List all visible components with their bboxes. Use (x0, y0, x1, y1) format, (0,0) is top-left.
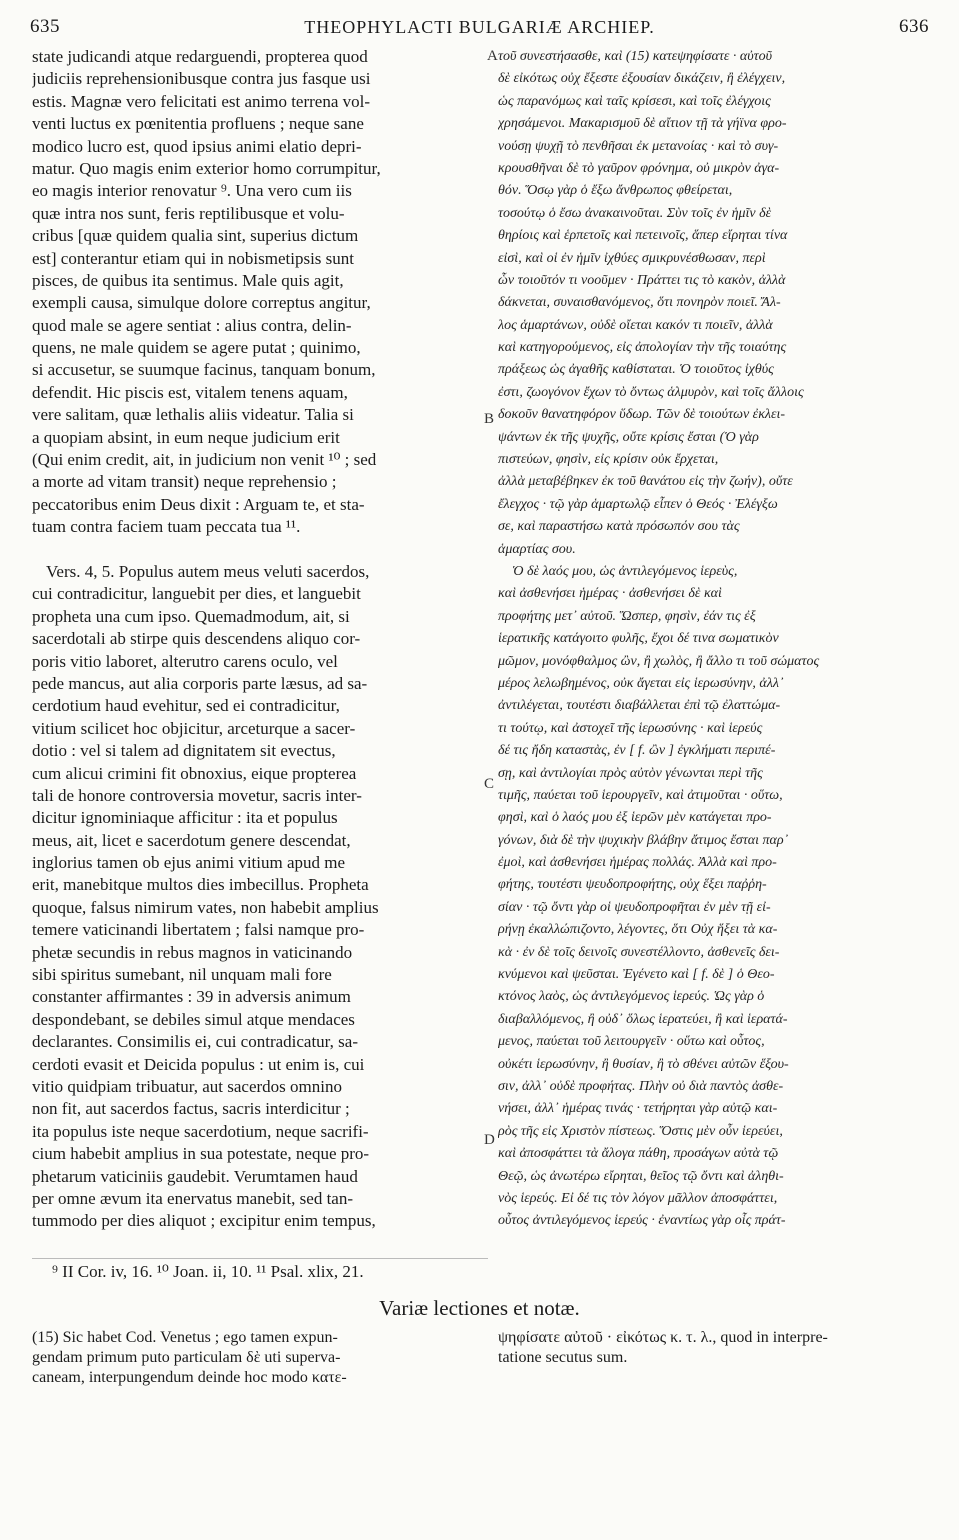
latin-text-line: dicitur ignominiaque afficitur : ita et populus (32, 808, 338, 828)
greek-text-line: Θεῷ, ὡς ἀνωτέρω εἴρηται, θεῖος τῷ ὄντι καὶ ἀληθι- (498, 1168, 784, 1184)
greek-text-line: σιν, ἀλλ᾽ οὐδὲ προφήτας. Πλὴν οὐ διὰ παντὸς ἀσθε- (498, 1078, 784, 1094)
greek-text-line: κὰ · ἐν δὲ τοῖς δεινοῖς συνεστέλλοντο, ἀσθενεῖς δει- (498, 944, 780, 960)
latin-text-line: venti luctus ex pœnitentia profluens ; neque sane (32, 114, 364, 134)
page-header (30, 14, 929, 40)
footnote-rule (32, 1258, 488, 1259)
greek-text-line: κρουσθῆναι δὲ τὸ γαῦρον φρόνημα, οὐ μικρὸν ἀγα- (498, 160, 780, 176)
latin-text-line: tuam contra faciem tuam peccata tua ¹¹. (32, 517, 301, 537)
latin-text-line: peccatoribus enim Deus dixit : Arguam te, et sta- (32, 494, 365, 514)
latin-text-line: meus, ait, licet e sacerdotum genere descendat, (32, 830, 351, 850)
greek-text-line: γόνων, διὰ δὲ τὴν ψυχικὴν βλάβην ἄτιμος ἔσται παρ᾽ (498, 832, 789, 848)
latin-text-line: matur. Quo magis enim exterior homo corrumpitur, (32, 158, 381, 178)
greek-text-line: ἐστι, ζωογόνον ἔχων τὸ ὄντως ἁλμυρὸν, καὶ τοῖς ἄλλοις (498, 384, 804, 400)
latin-text-line: vitio quidpiam tribuatur, aut sacerdos omnino (32, 1076, 342, 1096)
latin-text-line: state judicandi atque redarguendi, propterea quod (32, 47, 368, 66)
greek-text-line: τοῦ συνεστήσασθε, καὶ (15) κατεψηφίσατε · αὐτοῦ (498, 49, 773, 64)
latin-text-line: exempli causa, simulque dolore correptus angitur, (32, 293, 371, 313)
latin-text-line: erit, manebitque multos dies imbecillus. Propheta (32, 875, 369, 895)
greek-text-line: ρήνῃ ἐκαλλώπιζοντο, λέγοντες, ὅτι Οὐχ ἥξει τὰ κα- (498, 922, 778, 938)
greek-text-line: νήσει, ἀλλ᾽ ἡμέρας τινάς · τετήρηται γὰρ αὐτῷ και- (498, 1101, 778, 1117)
section-marker-b: B (484, 411, 495, 427)
greek-text-line: καὶ ἀσθενήσει ἡμέρας · ἀσθενήσει δὲ καὶ (498, 586, 722, 602)
greek-text-line: φησὶ, καὶ ὁ λαός μου ἐξ ἱερῶν μὲν κατάγεται προ- (498, 810, 772, 826)
latin-text-line: tummodo per dies aliquot ; excipitur enim tempus, (32, 1211, 376, 1231)
greek-text-line: δὲ εἰκότως οὐχ ἔξεστε ἐξουσίαν δικάζειν, ἢ ἐλέγχειν, (498, 71, 786, 87)
note-line: caneam, interpungendum deinde hoc modo κατε- (32, 1369, 347, 1386)
section-marker-a: A (487, 48, 498, 64)
greek-text-line: καὶ κατηγορούμενος, εἰς ἀπολογίαν τὴν τῆς τοιαύτης (498, 340, 787, 356)
latin-text-line: phetarum vaticiniis gaudebit. Verumtamen haud (32, 1166, 358, 1186)
greek-text-line: τιμῆς, παύεται τοῦ ἱερουργεῖν, καὶ ἀτιμοῦται · οὕτω, (498, 787, 783, 803)
latin-text-line: cribus [quæ quidem qualia sint, superius dictum (32, 226, 359, 246)
latin-text-line: quoque, falsus nimirum vates, non habebit amplius (32, 897, 379, 917)
greek-text-line: διαβαλλόμενος, ἢ οὐδ᾽ ὅλως ἱερατεύει, ἢ καὶ ἱερατά- (498, 1011, 788, 1027)
latin-text-line: phetæ secundis in rebus magnos in vaticinando (32, 942, 353, 962)
greek-text-line: πιστεύων, φησὶν, εἰς κρίσιν οὐκ ἔρχεται, (498, 452, 719, 468)
latin-text-line: eo magis interior renovatur ⁹. Una vero cum iis (32, 181, 352, 201)
section-marker-c: C (484, 776, 495, 792)
latin-text-line: judiciis reprehensionibusque contra jus fasque usi (32, 69, 371, 89)
latin-text-line: modico lucro est, quod ipsius animi elatio depri- (32, 136, 362, 156)
greek-text-line: δάκνεται, συναισθανόμενος, ὅτι πονηρὸν ποιεῖ. Ἄλ- (498, 295, 781, 311)
section-marker-d: D (484, 1132, 495, 1148)
greek-text-line: ἔλεγχος · τῷ γὰρ ἁμαρτωλῷ εἶπεν ὁ Θεός · Ἐλέγξω (498, 496, 778, 512)
latin-text-line: cium habebit amplius in sua potestate, neque pro- (32, 1144, 370, 1164)
latin-text-line: quæ intra nos sunt, feris reptilibusque et volu- (32, 203, 345, 223)
latin-text-line: declarantes. Consimilis ei, cui contradicatur, sa- (32, 1032, 358, 1052)
note-line: gendam primum puto particulam δὲ uti superva- (32, 1349, 341, 1366)
latin-text-line (32, 539, 488, 561)
latin-text-line: cerdoti evasit et Deicida populus : ut enim is, cui (32, 1054, 365, 1074)
latin-text-line: Vers. 4, 5. Populus autem meus veluti sacerdos, (46, 561, 370, 581)
latin-text-line: a quopiam absint, in eum neque judicium erit (32, 427, 340, 447)
greek-text-line: εἰσὶ, καὶ οἱ ἐν ἡμῖν ἰχθύες σμικρυνέσθωσαν, περὶ (498, 250, 766, 266)
variae-lectiones-heading: Variæ lectiones et notæ. (379, 1296, 580, 1320)
scripture-footnotes: ⁹ II Cor. iv, 16. ¹⁰ Joan. ii, 10. ¹¹ Psal. xlix, 21. (52, 1262, 364, 1281)
greek-text-line: ρὸς τῆς εἰς Χριστὸν πίστεως. Ὅστις μὲν οὖν ἱερεύει, (498, 1123, 783, 1139)
latin-text-line: pede mancus, aut alia corporis parte læsus, ad sa- (32, 673, 368, 693)
latin-text-line: a morte ad vitam transit) neque reprehensio ; (32, 472, 337, 492)
note-line: (15) Sic habet Cod. Venetus ; ego tamen expun- (32, 1329, 338, 1346)
latin-text-line: propheta una cum ipso. Quemadmodum, ait, si (32, 606, 350, 626)
greek-text-line: ψάντων ἐκ τῆς ψυχῆς, οὔτε κρίσις ἔσται (Ὁ γὰρ (498, 429, 759, 445)
latin-text-line: pisces, de quibus ita sentimus. Male quis agit, (32, 270, 344, 290)
latin-text-line: quod male se agere sentiat : alius contra, delin- (32, 315, 352, 335)
two-column-body (32, 46, 930, 1256)
note-line: tatione secutus sum. (498, 1349, 628, 1366)
greek-text-line: μέρος λελωβημένος, οὐκ ἄγεται εἰς ἱερωσύνην, ἀλλ᾽ (498, 675, 784, 691)
latin-text-line: cum alicui crimini fit obnoxius, eique propterea (32, 763, 357, 783)
greek-text-line: σῃ, καὶ ἀντιλογίαι πρὸς αὐτὸν γένωνται περὶ τῆς (498, 765, 763, 781)
greek-text-line: ὡς παρανόμως καὶ ταῖς κρίσεσι, καὶ τοῖς ἐλέγχοις (498, 93, 771, 109)
greek-text-line: νὸς ἱερεύς. Εἰ δέ τις τὸν λόγον μᾶλλον ἀποσφάττει, (498, 1190, 778, 1206)
latin-text-line: tali de honore controversia movetur, sacris inter- (32, 785, 362, 805)
latin-text-line: (Qui enim credit, ait, in judicium non venit ¹⁰ ; sed (32, 450, 377, 470)
latin-column (32, 46, 488, 1233)
greek-text-line: οὐκέτι ἱερωσύνην, ἢ θυσίαν, ἢ τὸ σθένει αὐτῶν ἕξου- (498, 1056, 789, 1072)
variant-note-left (32, 1328, 472, 1388)
greek-text-line: κνύμενοι καὶ ψεῦσται. Ἐγένετο καὶ [ f. δὲ ] ὁ Θεο- (498, 967, 775, 983)
latin-text-line: non fit, aut sacerdos factus, sacris interdicitur ; (32, 1099, 350, 1119)
latin-text-line: sacerdotali ab stirpe quis descendens aliquo cor- (32, 629, 361, 649)
latin-text-line: quens, ne male quidem se agere putat ; quinimo, (32, 338, 361, 358)
greek-column (498, 46, 930, 1233)
greek-text-line: ἁμαρτίας σου. (498, 541, 576, 557)
greek-text-line: τι τούτῳ, καὶ ἀστοχεῖ τῆς ἱερωσύνης · καὶ ἱερεύς (498, 720, 763, 736)
latin-text-line: poris vitio laboret, alterutro carens oculo, vel (32, 651, 338, 671)
running-title: THEOPHYLACTI BULGARIÆ ARCHIEP. (304, 16, 655, 37)
greek-text-line: θόν. Ὅσῳ γὰρ ὁ ἔξω ἄνθρωπος φθείρεται, (498, 183, 733, 199)
greek-text-line: οὗτος ἀντιλεγόμενος ἱερεύς · ἐναντίως γὰρ οἷς πράτ- (498, 1213, 786, 1229)
greek-text-line: δοκοῦν θανατηφόρον ὕδωρ. Τῶν δὲ τοιούτων ἐκλει- (498, 407, 786, 423)
greek-text-line: μενος, παύεται τοῦ λειτουργεῖν · οὕτω καὶ οὗτος, (498, 1034, 765, 1050)
latin-text-line: est] conterantur etiam qui in nobismetipsis sunt (32, 248, 355, 268)
latin-text-line: vitium scilicet hoc objicitur, arceturque a sacer- (32, 718, 356, 738)
greek-text-line: λος ἁμαρτάνων, οὐδὲ οἴεται κακόν τι ποιεῖν, ἀλλὰ (498, 317, 773, 333)
greek-text-line: Ὁ δὲ λαός μου, ὡς ἀντιλεγόμενος ἱερεὺς, (512, 563, 738, 579)
latin-text-line: temere vaticinandi libertatem ; falsi namque pro- (32, 920, 365, 940)
greek-text-line: ὧν τοιοῦτόν τι νοοῦμεν · Πράττει τις τὸ κακὸν, ἀλλὰ (498, 272, 786, 288)
latin-text-line: vere salitam, quæ lethalis aliis videatur. Talia si (32, 405, 354, 425)
note-line: ψηφίσατε αὐτοῦ · εἰκότως κ. τ. λ., quod in interpre- (498, 1329, 828, 1346)
greek-text-line: πράξεως ὡς ἀγαθῆς καθίσταται. Ὁ τοιοῦτος ἰχθύς (498, 362, 774, 378)
page-number-right: 636 (898, 16, 929, 37)
greek-text-line: ἀλλὰ μεταβέβηκεν ἐκ τοῦ θανάτου εἰς τὴν ζωήν), οὔτε (498, 474, 793, 490)
greek-text-line: χρησάμενοι. Μακαρισμοῦ δὲ αἴτιον τῇ τὰ γήϊνα φρο- (498, 116, 787, 132)
latin-text-line: sibi spiritus sumebant, nil unquam mali fore (32, 965, 332, 985)
latin-text-line: defendit. Hic piscis est, vitalem tenens aquam, (32, 382, 348, 402)
latin-text-line: despondebant, se debiles simul atque mendaces (32, 1009, 355, 1029)
greek-text-line: κτόνος λαὸς, ὡς ἀντιλεγόμενος ἱερεύς. Ὡς γὰρ ὁ (498, 989, 765, 1005)
latin-text-line: si accusetur, se suumque facinus, tanquam bonum, (32, 360, 376, 380)
greek-text-line: τοσούτῳ ὁ ἔσω ἀνακαινοῦται. Σὺν τοῖς ἐν ἡμῖν δὲ (498, 205, 772, 221)
greek-text-line: σε, καὶ παραστήσω κατὰ πρόσωπόν σου τὰς (498, 519, 740, 535)
greek-text-line: καὶ ἀποσφάττει τὰ ἄλογα πάθη, προσάγων αὐτὰ τῷ (498, 1146, 779, 1162)
greek-text-line: φήτης, τουτέστι ψευδοπροφήτης, οὐχ ἕξει παῤῥη- (498, 877, 767, 893)
variant-note-right (498, 1328, 928, 1368)
greek-text-line: δέ τις ἤδη καταστὰς, ἐν [ f. ὢν ] ἐγκλήματι περιπέ- (498, 743, 776, 759)
greek-text-line: ἐμοὶ, καὶ ἀσθενήσει ἡμέρας πολλάς. Ἀλλὰ καὶ προ- (498, 855, 777, 871)
greek-text-line: θηρίοις καὶ ἑρπετοῖς καὶ πετεινοῖς, ἅπερ εἴρηται τίνα (498, 228, 788, 244)
greek-text-line: προφήτης μετ᾽ αὐτοῦ. Ὥσπερ, φησὶν, ἐάν τις ἐξ (498, 608, 756, 624)
latin-text-line: cui contradicitur, languebit per dies, et languebit (32, 584, 361, 604)
latin-text-line: estis. Magnæ vero felicitati est animo terrena vol- (32, 91, 371, 111)
greek-text-line: ἱερατικῆς κατάγοιτο φυλῆς, ἔχοι δέ τινα σωματικὸν (498, 631, 779, 647)
latin-text-line: cerdotium haud evehitur, sed ei contradicitur, (32, 696, 340, 716)
latin-text-line: inglorius tamen ob ejus animi vitium apud me (32, 853, 346, 873)
latin-text-line: dotio : vel si talem ad dignitatem sit evectus, (32, 741, 336, 761)
latin-text-line: ita populus iste neque sacerdotium, neque sacrifi- (32, 1121, 369, 1141)
greek-text-line: σίαν · τῷ ὄντι γὰρ οἱ ψευδοπροφῆται ἐν μὲν τῇ εἰ- (498, 899, 771, 915)
latin-text-line: per omne ævum ita enervatus manebit, sed tan- (32, 1188, 354, 1208)
latin-text-line: constanter affirmantes : 39 in adversis animum (32, 987, 351, 1007)
page-number-left: 635 (30, 16, 60, 37)
greek-text-line: μῶμον, μονόφθαλμος ὢν, ἢ χωλὸς, ἢ ἄλλο τι τοῦ σώματος (498, 653, 820, 669)
greek-text-line: νούσῃ ψυχῇ τὸ πενθῆσαι ἐκ μετανοίας · καὶ τὸ συγ- (498, 138, 779, 154)
greek-text-line: ἀντιλέγεται, τουτέστι διαβάλλεται ἐπὶ τῷ ἐλαττώμα- (498, 698, 781, 714)
